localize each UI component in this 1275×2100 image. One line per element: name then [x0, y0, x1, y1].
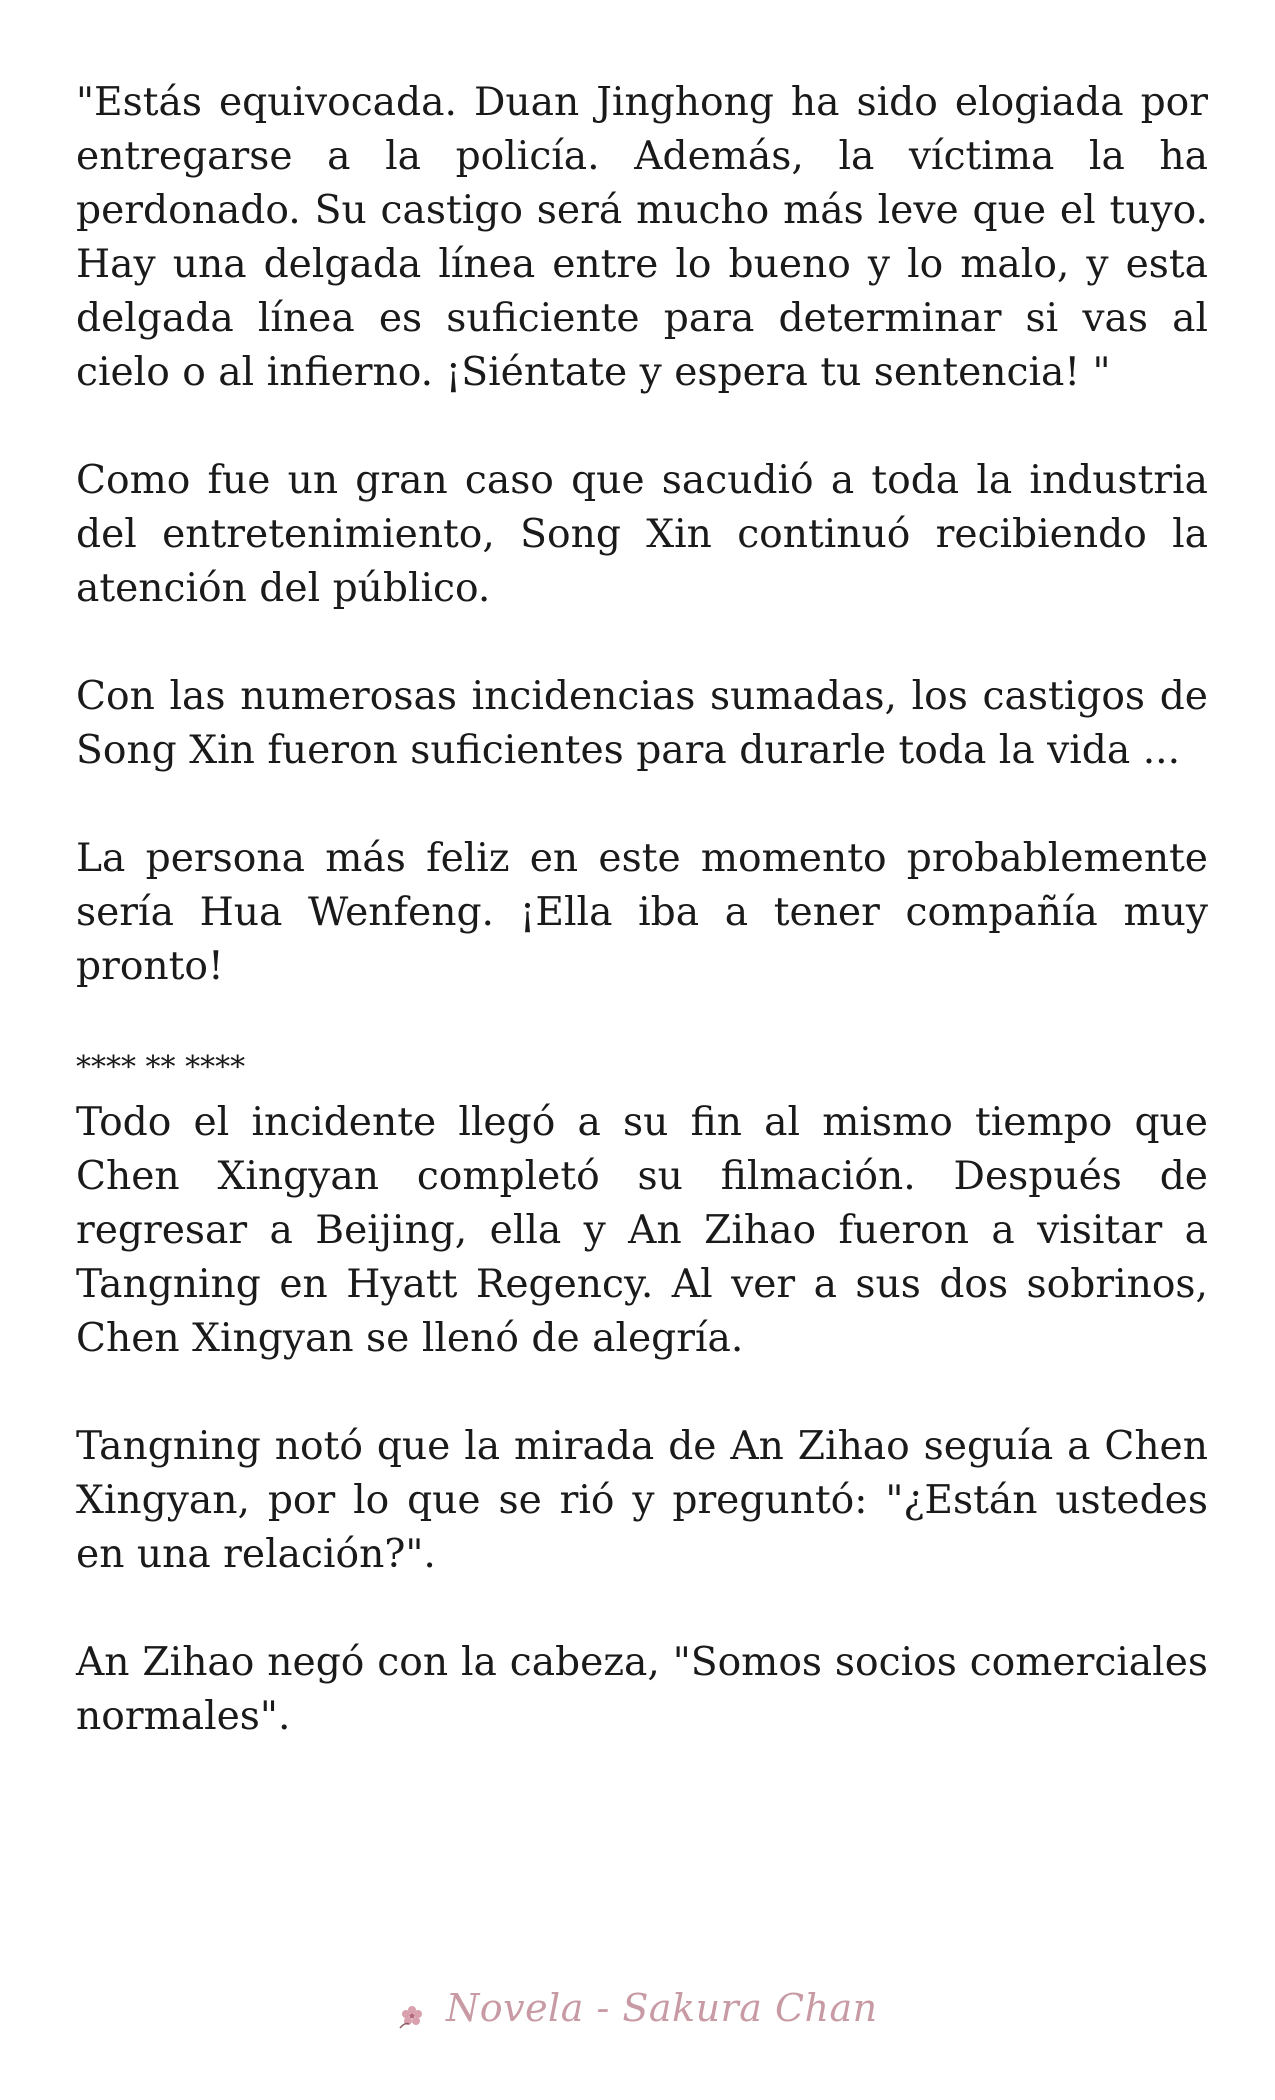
- paragraph-1: "Estás equivocada. Duan Jinghong ha sido elogiada por entregarse a la policía. Además, la víctima la ha perdonado. Su castigo será mucho más leve que el tuyo. Hay una delgada línea entre lo bueno y lo malo, y esta delgada línea es suficiente para determinar si vas al cielo o al infierno. ¡Siéntate y espera tu sentencia! ": [76, 80, 1208, 395]
- watermark: [0, 1986, 1275, 2030]
- watermark-text: Novela - Sakura Chan: [445, 1986, 878, 2030]
- section-separator: **** ** ****: [76, 1050, 246, 1085]
- paragraph-6: Tangning notó que la mirada de An Zihao seguía a Chen Xingyan, por lo que se rió y preguntó: "¿Están ustedes en una relación?".: [76, 1424, 1208, 1577]
- paragraph-5: Todo el incidente llegó a su fin al mismo tiempo que Chen Xingyan completó su filmación. Después de regresar a Beijing, ella y An Zihao fueron a visitar a Tangning en Hyatt Regency. Al ver a sus dos sobrinos, Chen Xingyan se llenó de alegría.: [76, 1100, 1208, 1361]
- cherry-blossom-icon: [397, 1997, 427, 2027]
- document-page: [76, 76, 1208, 1744]
- paragraph-4: La persona más feliz en este momento probablemente sería Hua Wenfeng. ¡Ella iba a tener compañía muy pronto!: [76, 836, 1208, 989]
- paragraph-3: Con las numerosas incidencias sumadas, los castigos de Song Xin fueron suficientes para durarle toda la vida ...: [76, 674, 1208, 773]
- paragraph-7: An Zihao negó con la cabeza, "Somos socios comerciales normales".: [76, 1640, 1208, 1739]
- paragraph-2: Como fue un gran caso que sacudió a toda la industria del entretenimiento, Song Xin continuó recibiendo la atención del público.: [76, 458, 1208, 611]
